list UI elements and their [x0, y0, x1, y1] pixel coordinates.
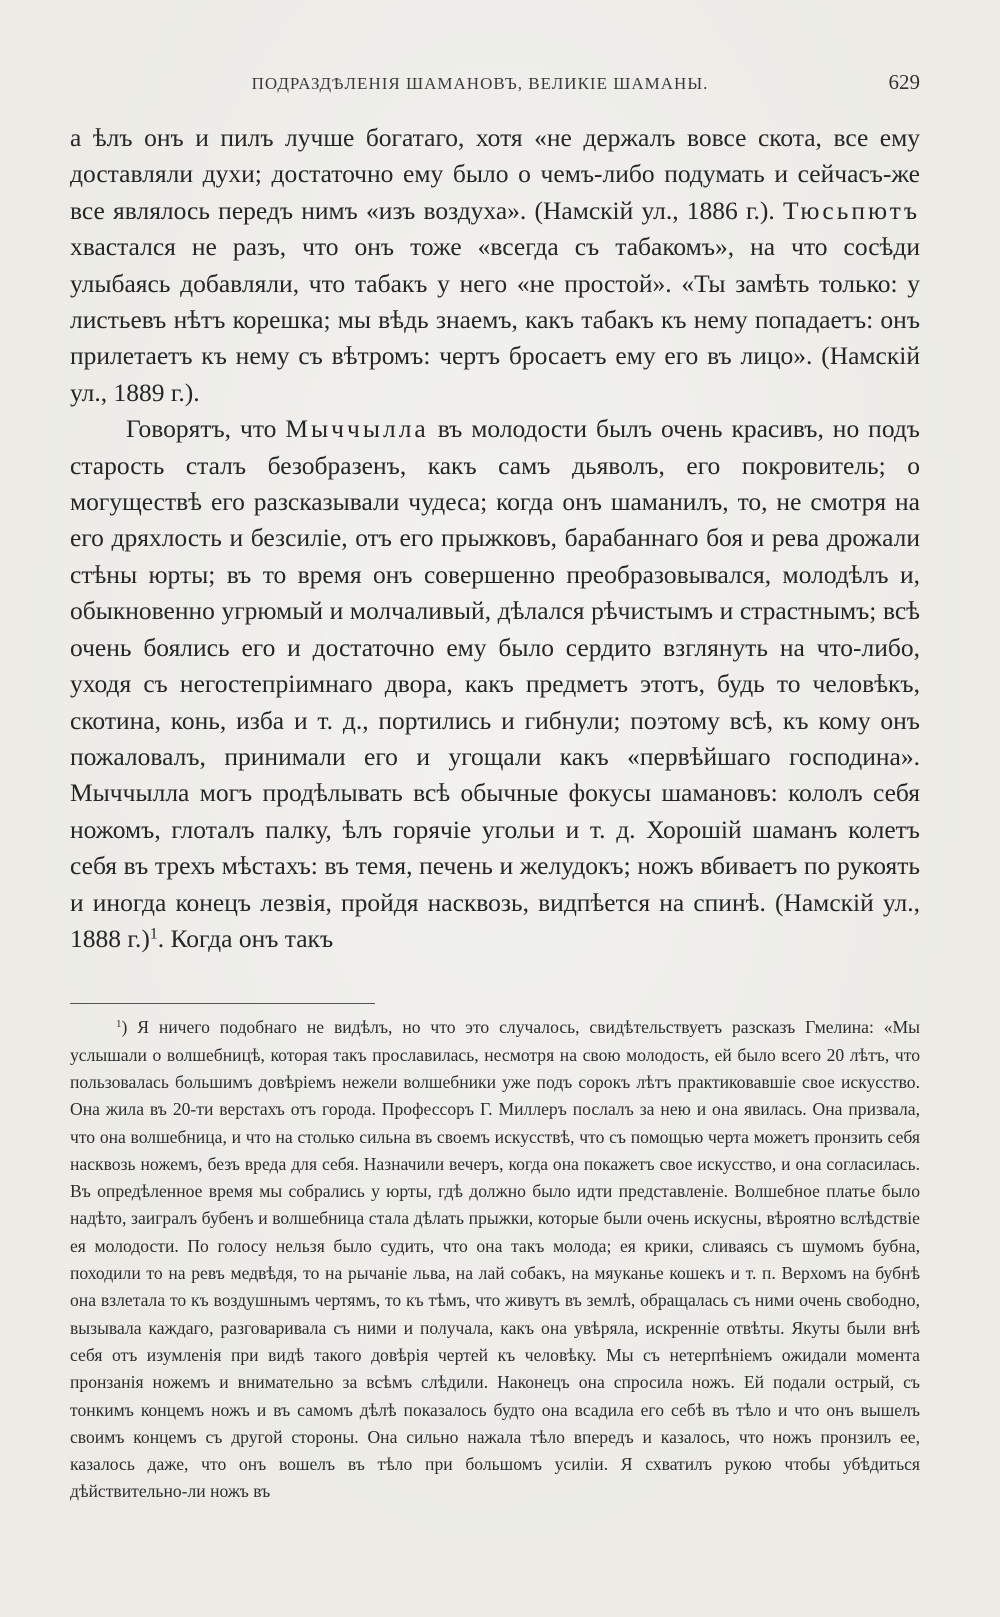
shaman-name-mychchylla: Мыччылла	[285, 414, 429, 444]
footnote-rule	[70, 1003, 375, 1004]
page-number: 629	[888, 70, 920, 94]
paragraph-1	[70, 120, 920, 411]
running-head	[70, 70, 920, 106]
running-title: ПОДРАЗДѢЛЕНІЯ ШАМАНОВЪ, ВЕЛИКІЕ ШАМАНЫ.	[251, 74, 709, 93]
shaman-name-tyusyutyut: Тюсьпютъ	[783, 195, 921, 225]
footnote-reference: 1	[149, 925, 158, 943]
footnote-text: ) Я ничего подобнаго не видѣлъ, но что это случалось, свидѣтельствуетъ разсказъ Гмелина: «Мы услышали о волшебницѣ, которая такъ прославилась, несмотря на свою молодость, ей было всего 20 лѣтъ, что пользовалась большимъ довѣріемъ нежели волшебники уже подъ сорокъ лѣтъ практиковавшіе свое искусство. Она жила въ 20-ти верстахъ отъ города. Профессоръ Г. Миллеръ послалъ за нею и она явилась. Она призвала, что она волшебница, и что на столько сильна въ своемъ искусствѣ, что съ помощью черта можетъ пронзить себя насквозь ножемъ, безъ вреда для себя. Назначили вечеръ, когда она покажетъ свое искусство, и она согласилась. Въ опредѣленное время мы собрались у юрты, гдѣ должно было идти представленіе. Волшебное платье было надѣто, заигралъ бубенъ и волшебница стала дѣлать прыжки, которые были очень искусны, вѣроятно вслѣдствіе ея молодости. По голосу нельзя было судить, что она такъ молода; ея крики, сливаясь съ шумомъ бубна, походили то на ревъ медвѣдя, то на рычаніе льва, на лай собакъ, на мяуканье кошекъ и т. п. Верхомъ на бубнѣ она взлетала то къ воздушнымъ чертямъ, то къ тѣмъ, что живутъ въ землѣ, обращалась съ ними очень свободно, вызывала каждаго, разговаривала съ ними и получала, какъ она увѣряла, искренніе отвѣты. Якуты были внѣ себя отъ изумленія при видѣ такого довѣрія чертей къ человѣку. Мы съ нетерпѣніемъ ожидали момента пронзанія ножемъ и внимательно за всѣмъ слѣдили. Наконецъ она спросила ножъ. Ей подали острый, съ тонкимъ концемъ ножъ и въ самомъ дѣлѣ показалось будто она всадила его себѣ въ тѣло и что онъ вышелъ своимъ концемъ съ другой стороны. Она сильно нажала тѣло впередъ и казалось, что ножъ пронзилъ ее, казалось даже, что онъ вошелъ въ тѣло при большомъ усиліи. Я схватилъ рукою чтобы убѣдиться дѣйствительно-ли ножъ въ	[70, 1017, 920, 1502]
paragraph-2-part-c: . Когда онъ такъ	[157, 923, 334, 953]
footnote	[70, 1014, 920, 1505]
paragraph-1-part-b: хвастался не разъ, что онъ тоже «всегда съ табакомъ», на что сосѣди улыбаясь добавляли, что табакъ у него «не простой». «Ты замѣть только: у листьевъ нѣтъ корешка; мы вѣдь знаемъ, какъ табакъ къ нему попадаетъ: онъ прилетаетъ къ нему съ вѣтромъ: чертъ бросаетъ ему его въ лицо». (Намскій ул., 1889 г.).	[70, 232, 920, 407]
paragraph-2-part-a: Говорятъ, что	[126, 414, 277, 444]
main-text	[70, 120, 920, 957]
footnote-marker: 1	[116, 1018, 122, 1031]
paragraph-2-part-b: въ молодости былъ очень красивъ, но подъ старость сталъ безобразенъ, какъ самъ дьяволъ, его покровитель; о могуществѣ его разсказывали чудеса; когда онъ шаманилъ, то, не смотря на его дряхлость и безсиліе, отъ его прыжковъ, барабаннаго боя и рева дрожали стѣны юрты; въ то время онъ совершенно преобразовывался, молодѣлъ и, обыкновенно угрюмый и молчаливый, дѣлался рѣчистымъ и страстнымъ; всѣ очень боялись его и достаточно ему было сердито взглянуть на что-либо, уходя съ негостепріимнаго двора, какъ предметъ этотъ, будь то человѣкъ, скотина, конь, изба и т. д., портились и гибнули; поэтому всѣ, къ кому онъ пожаловалъ, принимали его и угощали какъ «первѣйшаго господина». Мыччылла могъ продѣлывать всѣ обычные фокусы шамановъ: кололъ себя ножомъ, глоталъ палку, ѣлъ горячіе угольи и т. д. Хорошій шаманъ колетъ себя въ трехъ мѣстахъ: въ темя, печень и желудокъ; ножъ вбиваетъ по рукоять и иногда конецъ лезвія, пройдя насквозь, видпѣется на спинѣ. (Намскій ул., 1888 г.)	[70, 414, 920, 953]
paragraph-2	[70, 411, 920, 957]
paragraph-1-part-a: а ѣлъ онъ и пилъ лучше богатаго, хотя «не держалъ вовсе скота, все ему доставляли духи; достаточно ему было о чемъ-либо подумать и сейчасъ-же все являлось передъ нимъ «изъ воздуха». (Намскій ул., 1886 г.).	[70, 123, 920, 225]
